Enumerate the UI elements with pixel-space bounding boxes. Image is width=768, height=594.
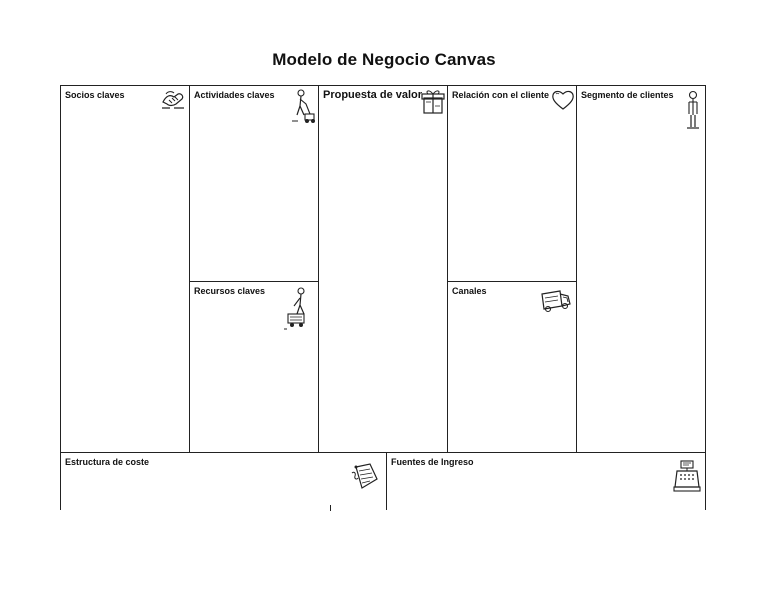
- person-icon: [685, 90, 701, 130]
- block-label: Actividades claves: [194, 90, 275, 100]
- heart-icon: [551, 89, 575, 111]
- block-label: Socios claves: [65, 90, 125, 100]
- block-propuesta-de-valor[interactable]: [318, 85, 448, 453]
- block-estructura-de-coste[interactable]: [60, 452, 387, 510]
- page-title: Modelo de Negocio Canvas: [272, 50, 496, 69]
- worker-mower-icon: [288, 88, 316, 124]
- business-model-canvas: [60, 85, 706, 510]
- block-socios-claves[interactable]: [60, 85, 190, 453]
- handshake-icon: [160, 88, 186, 112]
- block-label: Fuentes de Ingreso: [391, 457, 474, 467]
- block-actividades-claves[interactable]: [189, 85, 319, 282]
- block-label: Recursos claves: [194, 286, 266, 296]
- block-recursos-claves[interactable]: [189, 281, 319, 453]
- block-label: Propuesta de valor: [323, 89, 423, 101]
- cash-register-icon: [673, 459, 701, 493]
- block-fuentes-de-ingreso[interactable]: [386, 452, 706, 510]
- price-tag-icon: [350, 461, 380, 491]
- block-label: Canales: [452, 286, 487, 296]
- block-canales[interactable]: [447, 281, 577, 453]
- worker-cart-icon: [284, 286, 314, 330]
- block-label: Segmento de clientes: [581, 90, 674, 100]
- block-label: Relación con el cliente: [452, 90, 550, 100]
- gift-box-icon: [421, 88, 445, 116]
- block-label: Estructura de coste: [65, 457, 150, 467]
- text-cursor: [330, 505, 331, 511]
- delivery-truck-icon: [540, 288, 572, 314]
- block-relacion-con-el-cliente[interactable]: [447, 85, 577, 282]
- block-segmento-de-clientes[interactable]: [576, 85, 706, 453]
